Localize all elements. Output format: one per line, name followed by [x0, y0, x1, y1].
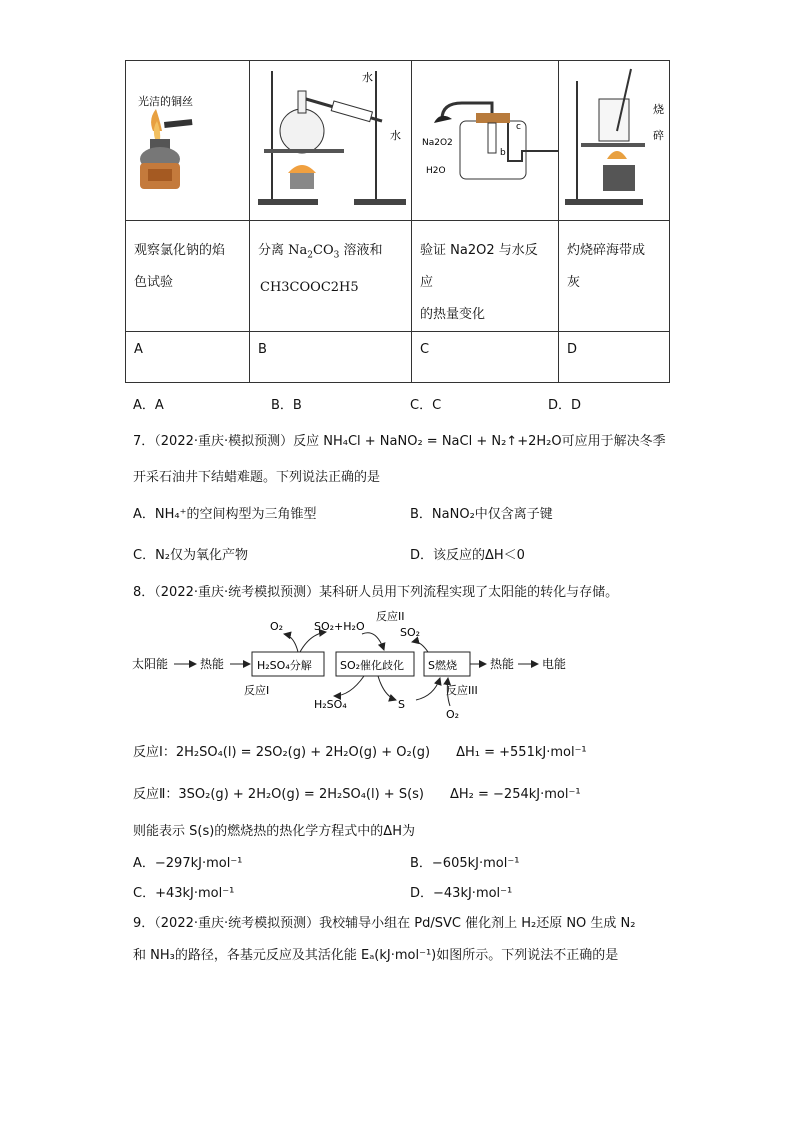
na2o2-label: Na2O2 [422, 138, 453, 148]
na2o2-apparatus-c [412, 61, 559, 216]
q7-stem-line1: 7．（2022·重庆·模拟预测）反应 NH₄Cl + NaNO₂ = NaCl + N₂↑+2H₂O可应用于解决冬季 [133, 434, 666, 449]
svg-text:S燃烧: S燃烧 [428, 659, 457, 672]
q7-option-d: D．该反应的ΔH＜0 [410, 548, 525, 563]
heat-label-1: 热能 [200, 657, 225, 671]
svg-text:H₂SO₄: H₂SO₄ [314, 698, 347, 711]
letter-cell-d: D [559, 332, 670, 383]
q9-stem-line2: 和 NH₃的路径，各基元反应及其活化能 Eₐ(kJ·mol⁻¹)如图所示。下列说法不正确的是 [133, 948, 619, 963]
electric-label: 电能 [542, 657, 567, 671]
apparatus-table [125, 60, 670, 383]
q8-option-d: D．−43kJ·mol⁻¹ [410, 886, 513, 901]
image-cell-c [412, 61, 559, 221]
svg-text:O₂: O₂ [446, 708, 460, 721]
svg-text:H₂SO₄分解: H₂SO₄分解 [257, 659, 312, 672]
heat-label-2: 热能 [490, 657, 515, 671]
svg-text:反应II: 反应II [376, 610, 405, 623]
desc-cell-a: 观察氯化钠的焰 色试验 [126, 221, 250, 332]
svg-text:SO₂+H₂O: SO₂+H₂O [314, 620, 365, 633]
image-cell-d [559, 61, 670, 221]
q8-option-c: C．+43kJ·mol⁻¹ [133, 886, 235, 901]
q7-option-c: C．N₂仅为氧化产物 [133, 548, 249, 563]
q8-reaction-1: 反应Ⅰ：2H₂SO₄(l) = 2SO₂(g) + 2H₂O(g) + O₂(g) ΔH₁ = +551kJ·mol⁻¹ [133, 745, 587, 760]
image-cell-b [250, 61, 412, 221]
water-out-label: 水 [390, 129, 401, 142]
desc-cell-c: 验证 Na2O2 与水反应 的热量变化 [412, 221, 559, 332]
q7-stem-line2: 开采石油井下结蜡难题。下列说法正确的是 [133, 470, 381, 485]
svg-text:反应I: 反应I [244, 684, 270, 697]
desc-cell-d: 灼烧碎海带成 灰 [559, 221, 670, 332]
q6-option-d: D．D [548, 398, 582, 413]
q7-option-b: B．NaNO₂中仅含离子键 [410, 507, 553, 522]
water-in-label: 水 [362, 71, 373, 84]
q8-option-a: A．−297kJ·mol⁻¹ [133, 856, 243, 871]
letter-cell-a: A [126, 332, 250, 383]
q6-option-b: B．B [271, 398, 302, 413]
svg-text:SO₂: SO₂ [400, 626, 421, 639]
distillation-apparatus-b [250, 61, 412, 216]
q7-option-a: A．NH₄⁺的空间构型为三角锥型 [133, 507, 317, 522]
letter-cell-b: B [250, 332, 412, 383]
flame-test-apparatus-a [126, 61, 250, 216]
svg-text:S: S [398, 698, 405, 711]
desc-cell-b: 分离 $Na_2CO_3$ 溶液和 CH3COOC2H5 [250, 221, 412, 332]
q8-option-b: B．−605kJ·mol⁻¹ [410, 856, 520, 871]
image-cell-a [126, 61, 250, 221]
label-shao: 烧 [653, 103, 664, 116]
solar-flow-diagram [130, 604, 590, 724]
b-label: b [500, 148, 506, 158]
solar-label: 太阳能 [132, 657, 169, 671]
copper-wire-label: 光洁的铜丝 [138, 95, 193, 108]
letter-cell-c: C [412, 332, 559, 383]
q8-stem-line1: 8．（2022·重庆·统考模拟预测）某科研人员用下列流程实现了太阳能的转化与存储。 [133, 585, 619, 600]
q6-option-c: C．C [410, 398, 442, 413]
label-sui: 碎 [653, 129, 664, 142]
svg-text:反应III: 反应III [446, 684, 478, 697]
q8-reaction-2: 反应Ⅱ：3SO₂(g) + 2H₂O(g) = 2H₂SO₄(l) + S(s) ΔH₂ = −254kJ·mol⁻¹ [133, 787, 581, 802]
h2o-label: H2O [426, 166, 446, 176]
svg-text:O₂: O₂ [270, 620, 284, 633]
svg-text:SO₂催化歧化: SO₂催化歧化 [340, 659, 405, 672]
q8-question: 则能表示 S(s)的燃烧热的热化学方程式中的ΔH为 [133, 824, 415, 839]
c-label: c [516, 122, 521, 132]
burning-apparatus-d [559, 61, 670, 216]
q9-stem-line1: 9．（2022·重庆·统考模拟预测）我校辅导小组在 Pd/SVC 催化剂上 H₂还原 NO 生成 N₂ [133, 916, 636, 931]
q6-option-a: A．A [133, 398, 164, 413]
